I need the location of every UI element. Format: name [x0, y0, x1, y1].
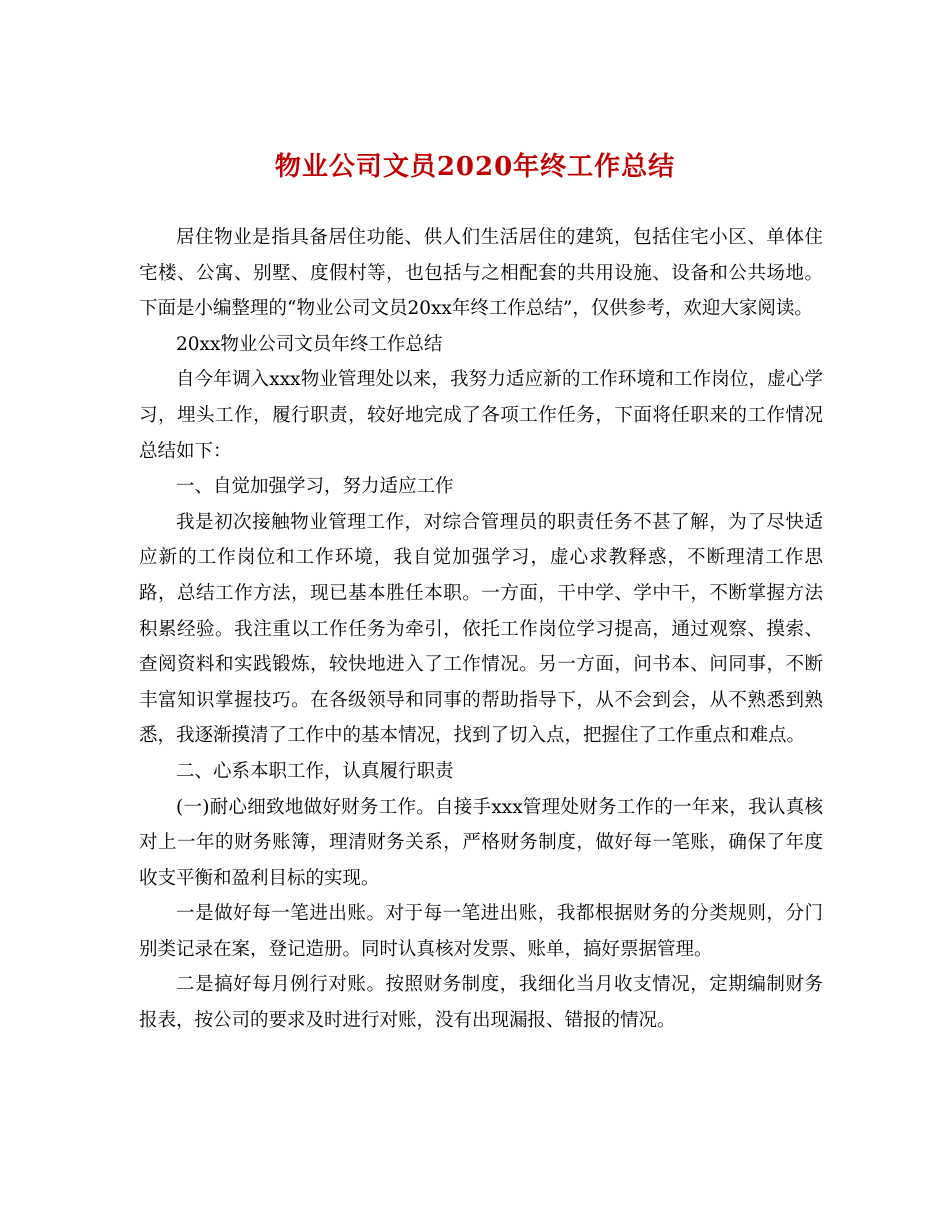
document-body	[139, 220, 823, 1039]
section-heading: 一、自觉加强学习，努力适应工作	[176, 476, 454, 498]
paragraph: 一是做好每一笔进出账。对于每一笔进出账，我都根据财务的分类规则，分门别类记录在案，登记造册。同时认真核对发票、账单，搞好票据管理。	[139, 903, 823, 960]
document-title: 物业公司文员2020年终工作总结	[274, 152, 676, 182]
paragraph: 居住物业是指具备居住功能、供人们生活居住的建筑，包括住宅小区、单体住宅楼、公寓、别墅、度假村等，也包括与之相配套的共用设施、设备和公共场地。下面是小编整理的“物业公司文员20xx年终工作总结”，仅供参考，欢迎大家阅读。	[139, 227, 823, 320]
paragraph: 我是初次接触物业管理工作，对综合管理员的职责任务不甚了解，为了尽快适应新的工作岗位和工作环境，我自觉加强学习，虚心求教释惑，不断理清工作思路，总结工作方法，现已基本胜任本职。一方面，干中学、学中干，不断掌握方法积累经验。我注重以工作任务为牵引，依托工作岗位学习提高，通过观察、摸索、查阅资料和实践锻炼，较快地进入了工作情况。另一方面，问书本、问同事，不断丰富知识掌握技巧。在各级领导和同事的帮助指导下，从不会到会，从不熟悉到熟悉，我逐渐摸清了工作中的基本情况，找到了切入点，把握住了工作重点和难点。	[139, 511, 823, 747]
paragraph: 自今年调入xxx物业管理处以来，我努力适应新的工作环境和工作岗位，虚心学习，埋头工作，履行职责，较好地完成了各项工作任务，下面将任职来的工作情况总结如下：	[139, 369, 823, 462]
paragraph: 20xx物业公司文员年终工作总结	[176, 333, 443, 355]
paragraph: (一)耐心细致地做好财务工作。自接手xxx管理处财务工作的一年来，我认真核对上一年的财务账簿，理清财务关系，严格财务制度，做好每一笔账，确保了年度收支平衡和盈利目标的实现。	[139, 796, 823, 889]
paragraph: 二是搞好每月例行对账。按照财务制度，我细化当月收支情况，定期编制财务报表，按公司的要求及时进行对账，没有出现漏报、错报的情况。	[139, 974, 823, 1032]
section-heading: 二、心系本职工作，认真履行职责	[176, 760, 454, 782]
